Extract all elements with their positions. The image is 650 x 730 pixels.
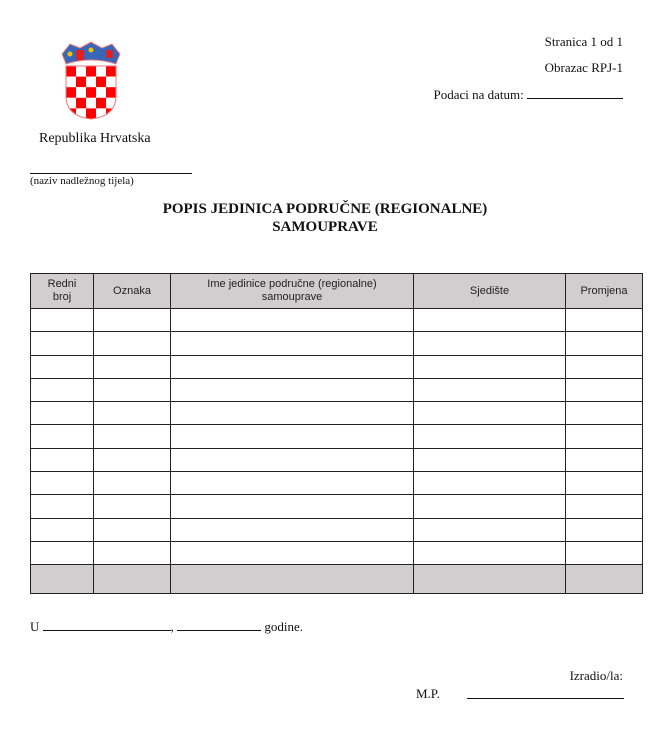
table-cell[interactable]	[94, 332, 171, 355]
table-cell[interactable]	[31, 565, 94, 594]
table-cell[interactable]	[171, 541, 414, 564]
col-redni-broj: Redni broj	[31, 274, 94, 309]
form-code: Obrazac RPJ-1	[544, 60, 623, 75]
table-cell[interactable]	[94, 541, 171, 564]
table-row	[31, 378, 643, 401]
table-cell[interactable]	[414, 565, 566, 594]
table-cell[interactable]	[94, 378, 171, 401]
date-fill-field[interactable]	[177, 618, 261, 631]
table-cell[interactable]	[171, 425, 414, 448]
country-name: Republika Hrvatska	[39, 131, 151, 146]
col-oznaka: Oznaka	[94, 274, 171, 309]
table-cell[interactable]	[31, 495, 94, 518]
table-cell[interactable]	[31, 402, 94, 425]
table-row	[31, 472, 643, 495]
table-cell[interactable]	[566, 541, 643, 564]
table-row	[31, 402, 643, 425]
table-cell[interactable]	[31, 332, 94, 355]
table-cell[interactable]	[171, 448, 414, 471]
table-cell[interactable]	[31, 518, 94, 541]
col-ime: Ime jedinice područne (regionalne) samouprave	[171, 274, 414, 309]
table-row	[31, 565, 643, 594]
table-cell[interactable]	[414, 378, 566, 401]
table-cell[interactable]	[414, 448, 566, 471]
place-field[interactable]	[43, 618, 171, 631]
table-cell[interactable]	[171, 309, 414, 332]
table-cell[interactable]	[414, 518, 566, 541]
table-cell[interactable]	[566, 518, 643, 541]
table-cell[interactable]	[171, 355, 414, 378]
table-cell[interactable]	[566, 495, 643, 518]
table-cell[interactable]	[94, 495, 171, 518]
table-cell[interactable]	[414, 402, 566, 425]
table-row	[31, 541, 643, 564]
table-row	[31, 425, 643, 448]
table-cell[interactable]	[566, 355, 643, 378]
title-line1: POPIS JEDINICA PODRUČNE (REGIONALNE)	[162, 201, 488, 217]
table-cell[interactable]	[31, 472, 94, 495]
table-cell[interactable]	[31, 425, 94, 448]
table-cell[interactable]	[566, 425, 643, 448]
table-row	[31, 355, 643, 378]
year-suffix: godine.	[264, 619, 304, 634]
table-cell[interactable]	[94, 425, 171, 448]
table-cell[interactable]	[94, 472, 171, 495]
page-title	[0, 200, 650, 236]
units-table	[30, 273, 643, 594]
table-cell[interactable]	[566, 402, 643, 425]
table-cell[interactable]	[171, 402, 414, 425]
table-cell[interactable]	[31, 541, 94, 564]
page-number: Stranica 1 od 1	[544, 34, 623, 49]
date-field[interactable]	[433, 86, 623, 103]
table-cell[interactable]	[414, 541, 566, 564]
table-row	[31, 309, 643, 332]
title-line2: SAMOUPRAVE	[272, 219, 378, 235]
issuer-caption: (naziv nadležnog tijela)	[30, 175, 134, 187]
table-cell[interactable]	[31, 448, 94, 471]
table-cell[interactable]	[171, 472, 414, 495]
table-cell[interactable]	[566, 378, 643, 401]
table-cell[interactable]	[94, 402, 171, 425]
made-by-label: Izradio/la:	[569, 668, 623, 683]
col-promjena: Promjena	[566, 274, 643, 309]
table-cell[interactable]	[171, 378, 414, 401]
table-cell[interactable]	[414, 495, 566, 518]
stamp-label: M.P.	[416, 686, 440, 701]
table-cell[interactable]	[94, 565, 171, 594]
signature-line[interactable]	[467, 698, 624, 699]
table-cell[interactable]	[171, 332, 414, 355]
table-cell[interactable]	[94, 355, 171, 378]
table-cell[interactable]	[414, 309, 566, 332]
date-line	[527, 86, 623, 99]
table-row	[31, 518, 643, 541]
table-cell[interactable]	[31, 355, 94, 378]
issuer-line	[30, 173, 192, 174]
date-label: Podaci na datum:	[433, 87, 524, 102]
table-cell[interactable]	[94, 448, 171, 471]
table-cell[interactable]	[171, 495, 414, 518]
table-cell[interactable]	[414, 332, 566, 355]
place-prefix: U	[30, 619, 40, 634]
table-cell[interactable]	[171, 518, 414, 541]
place-date-line: U , godine.	[30, 619, 304, 634]
table-cell[interactable]	[566, 565, 643, 594]
col-sjediste: Sjedište	[414, 274, 566, 309]
table-cell[interactable]	[94, 518, 171, 541]
table-cell[interactable]	[31, 309, 94, 332]
table-cell[interactable]	[414, 472, 566, 495]
table-cell[interactable]	[31, 378, 94, 401]
coat-of-arms-icon	[60, 40, 122, 125]
table-cell[interactable]	[566, 332, 643, 355]
table-cell[interactable]	[414, 425, 566, 448]
table-row	[31, 495, 643, 518]
table-cell[interactable]	[414, 355, 566, 378]
table-cell[interactable]	[566, 448, 643, 471]
table-cell[interactable]	[566, 472, 643, 495]
table-cell[interactable]	[171, 565, 414, 594]
table-header-row	[31, 274, 643, 309]
table-cell[interactable]	[566, 309, 643, 332]
table-cell[interactable]	[94, 309, 171, 332]
table-row	[31, 332, 643, 355]
table-row	[31, 448, 643, 471]
